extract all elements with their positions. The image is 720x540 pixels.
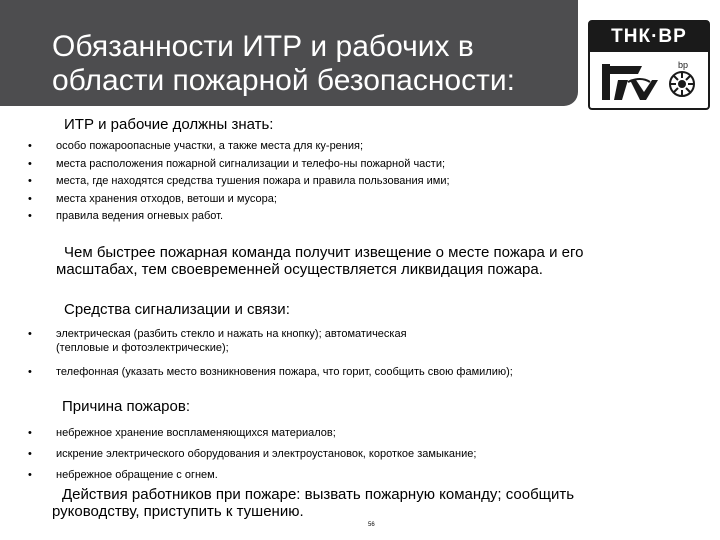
slide-title: Обязанности ИТР и рабочих в области пожарной безопасности: [52,30,515,97]
list-item: • места, где находятся средства тушения пожара и правила пользования ими; [28,173,708,191]
list-item: • искрение электрического оборудования и электроустановок, короткое замыкание; [28,444,708,465]
list-item: • электрическая (разбить стекло и нажать на кнопку); автоматическая (тепловые и фотоэлектрические); [28,327,438,355]
section-heading-causes: Причина пожаров: [62,398,190,415]
alarm-list [28,327,618,379]
causes-list [28,423,708,486]
know-list [28,138,708,226]
list-item: • места расположения пожарной сигнализации и телефо-ны пожарной части; [28,156,708,174]
logo-emblem-icon [598,58,702,106]
list-item: • телефонная (указать место возникновения пожара, что горит, сообщить свою фамилию); [28,365,588,379]
section-heading-know: ИТР и рабочие должны знать: [64,116,274,133]
list-item: • небрежное обращение с огнем. [28,465,708,486]
logo-bp-text: bp [678,60,689,70]
paragraph-alert-speed: Чем быстрее пожарная команда получит извещение о месте пожара и его масштабах, тем своевременней осуществляется ликвидация пожара. [56,244,584,278]
paragraph-actions: Действия работников при пожаре: вызвать пожарную команду; сообщить руководству, приступить к тушению. [52,486,575,520]
list-item: • особо пожароопасные участки, а также места для ку-рения; [28,138,708,156]
page-number: 56 [368,522,375,528]
tnk-bp-logo [588,20,710,110]
list-item: • небрежное хранение воспламеняющихся материалов; [28,423,708,444]
section-heading-alarm: Средства сигнализации и связи: [64,301,290,318]
logo-wordmark: ТНК·ВР [590,22,708,52]
list-item: • места хранения отходов, ветоши и мусора; [28,191,708,209]
list-item: • правила ведения огневых работ. [28,208,708,226]
